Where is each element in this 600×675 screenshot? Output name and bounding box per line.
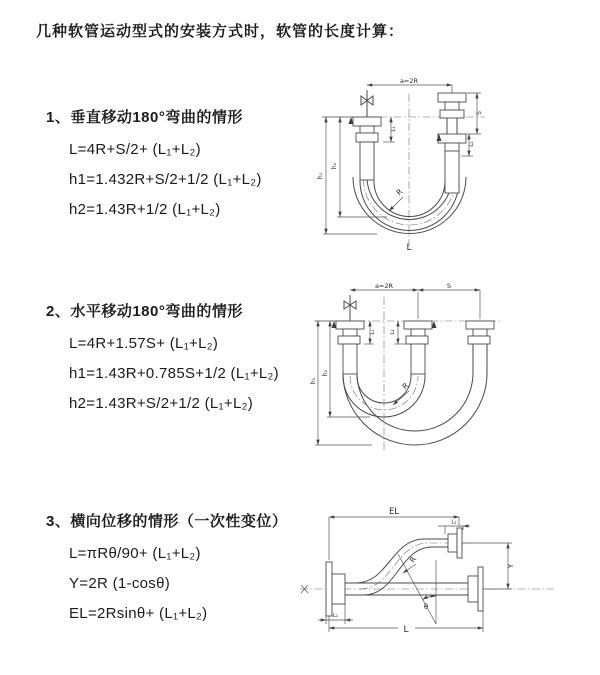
dim-label-r: R xyxy=(407,554,419,565)
section-2-heading: 2、水平移动180°弯曲的情形 xyxy=(46,303,243,320)
dim-label-y: Y xyxy=(507,563,515,569)
dim-label-h2: h₂ xyxy=(322,369,329,377)
dimension-l1 xyxy=(364,321,376,344)
formula-line: Y=2R (1-cosθ) xyxy=(69,575,171,592)
radius-leader xyxy=(393,381,410,405)
formula-line: L=4R+1.57S+ (L₁+L₂) xyxy=(69,335,219,352)
dimension-l1 xyxy=(318,604,353,624)
dim-label-l2: L₂ xyxy=(469,141,475,147)
formula-line: L=πRθ/90+ (L₁+L₂) xyxy=(69,545,201,562)
dim-label-h1: h₁ xyxy=(310,377,317,385)
dimension-l1 xyxy=(383,117,397,142)
dim-label-a2r: a=2R xyxy=(399,77,419,85)
centerlines xyxy=(314,297,500,451)
formula-line: h1=1.432R+S/2+1/2 (L₁+L₂) xyxy=(69,171,262,188)
radius-leader xyxy=(403,555,418,573)
section-lateral-move xyxy=(46,510,287,629)
section-vertical-move xyxy=(46,106,262,225)
dim-label-l1: L₁ xyxy=(332,613,339,619)
dim-label-a2r: a=2R xyxy=(374,282,394,290)
formula-line: EL=2Rsinθ+ (L₁+L₂) xyxy=(69,605,208,622)
section-1-heading: 1、垂直移动180°弯曲的情形 xyxy=(46,109,243,126)
formula-line: h2=1.43R+S/2+1/2 (L₁+L₂) xyxy=(69,395,254,412)
dim-label-h2: h₂ xyxy=(331,162,338,170)
dim-label-l2: L₂ xyxy=(451,519,457,526)
diagram-horizontal-move-figure xyxy=(310,281,528,461)
formula-line: h2=1.43R+1/2 (L₁+L₂) xyxy=(69,201,221,218)
dim-label-l1: L₁ xyxy=(370,329,376,335)
dim-label-r: R xyxy=(400,380,411,392)
dimension-l2 xyxy=(438,520,470,535)
dimension-stroke-s xyxy=(418,282,480,319)
diagram-vertical-move-figure xyxy=(315,76,520,256)
dim-label-s: S xyxy=(446,282,452,290)
section-horizontal-move xyxy=(46,300,279,419)
dim-label-r: R xyxy=(394,186,405,198)
formula-line: L=4R+S/2+ (L₁+L₂) xyxy=(69,141,201,158)
radius-leader xyxy=(389,187,404,211)
left-flange-fitting xyxy=(349,117,382,180)
dim-label-length: L xyxy=(406,243,412,253)
page-title: 几种软管运动型式的安装方式时，软管的长度计算： xyxy=(36,23,405,40)
left-flange-fitting xyxy=(326,562,345,616)
valve-icon xyxy=(361,90,373,117)
dimension-span xyxy=(367,77,452,93)
left-flange-fitting xyxy=(332,321,365,374)
middle-flange-fitting xyxy=(404,321,437,374)
dimension-el xyxy=(329,507,459,560)
right-flange-fitting xyxy=(437,93,467,193)
dim-label-s: S xyxy=(476,111,483,115)
dimension-l xyxy=(329,611,483,635)
section-3-heading: 3、横向位移的情形（一次性变位） xyxy=(46,513,288,530)
dim-label-length: L xyxy=(403,625,409,635)
formula-line: h1=1.43R+0.785S+1/2 (L₁+L₂) xyxy=(69,365,279,382)
dim-label-l2: L₂ xyxy=(390,329,396,335)
dim-label-l1: L₁ xyxy=(391,126,397,132)
hose-displaced-position xyxy=(356,528,462,595)
dim-label-el: EL xyxy=(388,507,400,517)
right-flange-fitting xyxy=(466,321,494,359)
diagram-lateral-move-figure xyxy=(296,504,588,652)
dim-label-theta: θ xyxy=(423,603,429,611)
dim-label-h1: h₁ xyxy=(317,172,324,180)
valve-icon xyxy=(344,295,356,321)
dimension-stroke-s xyxy=(467,93,483,134)
